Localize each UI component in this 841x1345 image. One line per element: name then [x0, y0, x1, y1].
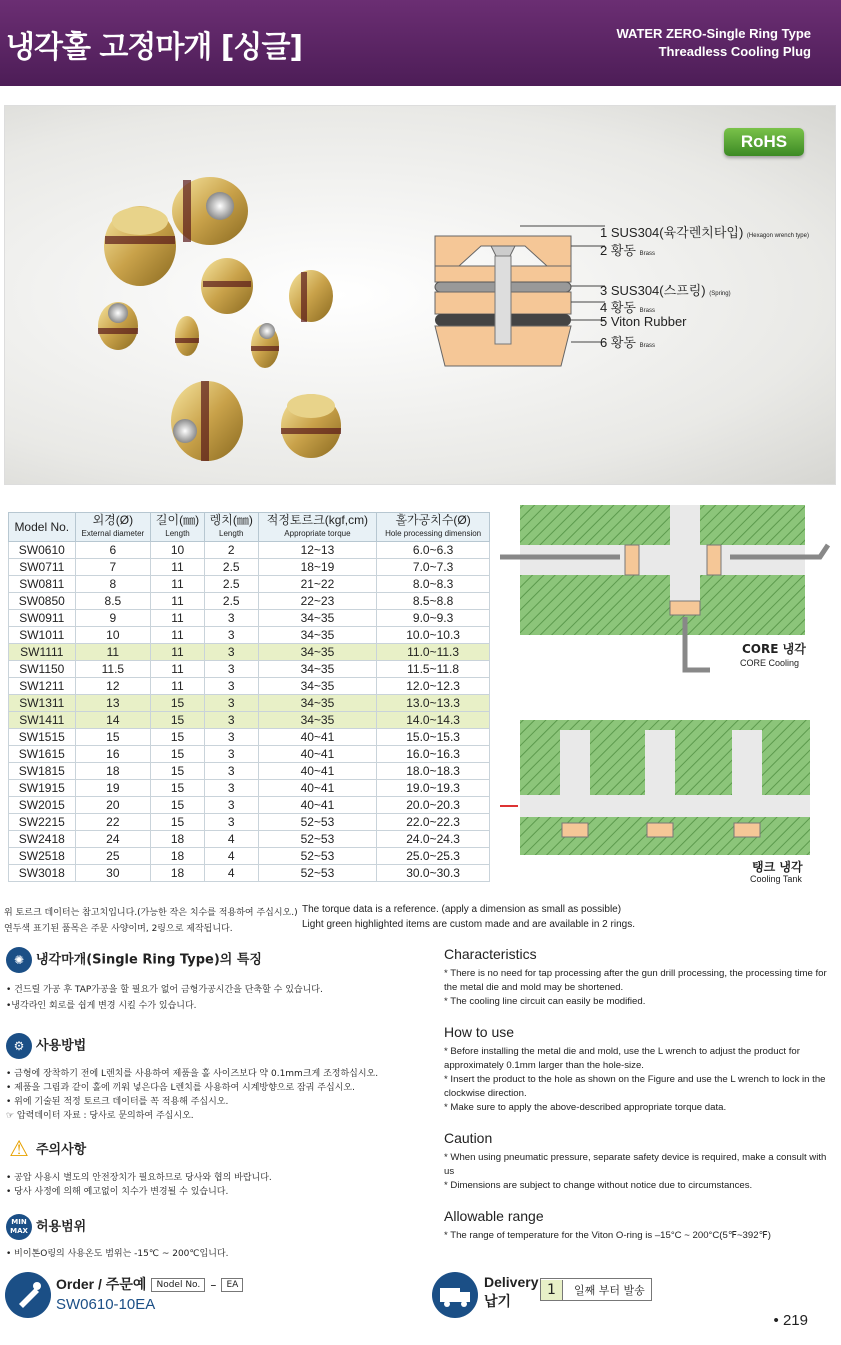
- table-cell-hole: 15.0~15.3: [377, 729, 490, 746]
- table-cell-torque: 18~19: [258, 559, 377, 576]
- table-cell-len: 11: [151, 627, 205, 644]
- table-cell-len: 10: [151, 542, 205, 559]
- order-line: [56, 1274, 243, 1294]
- delivery-text: 일째 부터 발송: [574, 1284, 645, 1297]
- table-cell-od: 6: [75, 542, 151, 559]
- table-cell-len: 15: [151, 695, 205, 712]
- part-number: 4: [600, 300, 608, 315]
- table-cell-model: SW0911: [9, 610, 76, 627]
- table-cell-model: SW0850: [9, 593, 76, 610]
- part-sub: Brass: [639, 343, 655, 349]
- table-cell-torque: 34~35: [258, 695, 377, 712]
- table-cell-len: 11: [151, 610, 205, 627]
- table-cell-wrench: 2: [204, 542, 258, 559]
- table-cell-wrench: 3: [204, 678, 258, 695]
- plug-4: [289, 270, 333, 322]
- part-label-5: [600, 314, 687, 329]
- table-cell-wrench: 3: [204, 695, 258, 712]
- header-length: 길이(㎜) Length: [151, 513, 205, 542]
- how-to-use-item: clockwise direction.: [444, 1088, 527, 1099]
- part-sub: Brass: [639, 251, 655, 257]
- table-cell-model: SW0711: [9, 559, 76, 576]
- table-cell-len: 15: [151, 746, 205, 763]
- table-cell-hole: 6.0~6.3: [377, 542, 490, 559]
- table-cell-model: SW1150: [9, 661, 76, 678]
- usage-item: • 금형에 장착하기 전에 L렌치를 사용하여 제품을 홀 사이즈보다 약 0.1mm크게 조정하십시오.: [6, 1069, 379, 1079]
- table-cell-model: SW1111: [9, 644, 76, 661]
- table-cell-hole: 11.0~11.3: [377, 644, 490, 661]
- note-ko-2: 연두색 표기된 품목은 주문 사양이며, 2링으로 제작됩니다.: [4, 924, 233, 934]
- table-cell-od: 12: [75, 678, 151, 695]
- table-cell-hole: 11.5~11.8: [377, 661, 490, 678]
- header-wrench: 렝치(㎜) Length: [204, 513, 258, 542]
- table-cell-len: 11: [151, 593, 205, 610]
- caution-heading: ⚠ 주의사항: [6, 1137, 86, 1163]
- caution-item-en: us: [444, 1166, 455, 1177]
- part-label-1: [600, 222, 809, 241]
- table-cell-model: SW3018: [9, 865, 76, 882]
- delivery-days: 1: [541, 1280, 563, 1300]
- table-cell-model: SW2015: [9, 797, 76, 814]
- table-cell-wrench: 3: [204, 661, 258, 678]
- table-cell-len: 11: [151, 559, 205, 576]
- table-cell-hole: 22.0~22.3: [377, 814, 490, 831]
- core-cooling-label: CORE 냉각: [742, 642, 806, 656]
- table-cell-torque: 52~53: [258, 848, 377, 865]
- table-body: [9, 542, 490, 882]
- caution-item: • 공압 사용시 별도의 안전장치가 필요하므로 당사와 협의 바랍니다.: [6, 1173, 272, 1183]
- table-cell-len: 18: [151, 865, 205, 882]
- table-cell-wrench: 3: [204, 797, 258, 814]
- plug-9: [281, 394, 341, 458]
- part-label-6: [600, 332, 655, 351]
- cooling-diagrams: [500, 505, 835, 885]
- table-cell-torque: 40~41: [258, 729, 377, 746]
- part-number: 3: [600, 283, 608, 298]
- table-row: [9, 661, 490, 678]
- delivery-label: Delivery: [484, 1274, 539, 1290]
- table-cell-wrench: 3: [204, 712, 258, 729]
- table-cell-od: 16: [75, 746, 151, 763]
- table-cell-hole: 8.5~8.8: [377, 593, 490, 610]
- cross-section-diagram: [435, 225, 608, 366]
- usage-item: • 위에 기술된 적정 토르크 데이터를 꼭 적용해 주십시오.: [6, 1097, 229, 1107]
- part-label-2: [600, 240, 655, 259]
- table-cell-wrench: 3: [204, 814, 258, 831]
- subtitle-line1: WATER ZERO-Single Ring Type: [616, 26, 811, 41]
- table-cell-len: 15: [151, 780, 205, 797]
- table-cell-hole: 12.0~12.3: [377, 678, 490, 695]
- characteristics-item: the metal die and mold may be shortened.: [444, 982, 624, 993]
- range-item: • 비이톤O링의 사용온도 범위는 -15℃ ~ 200℃입니다.: [6, 1249, 229, 1259]
- table-cell-model: SW1815: [9, 763, 76, 780]
- plug-5: [98, 302, 138, 350]
- table-header-row: [9, 513, 490, 542]
- warning-icon: ⚠: [9, 1137, 29, 1162]
- table-cell-len: 11: [151, 576, 205, 593]
- table-row: [9, 865, 490, 882]
- page-number: • 219: [773, 1312, 808, 1329]
- table-cell-torque: 40~41: [258, 797, 377, 814]
- table-cell-model: SW2418: [9, 831, 76, 848]
- usage-item: • 제품을 그림과 같이 홀에 끼워 넣은다음 L렌치를 사용하여 시계방향으로 잠궈 주십시오.: [6, 1083, 355, 1093]
- caution-item-en: * Dimensions are subject to change without notice due to circumstances.: [444, 1180, 753, 1191]
- table-cell-od: 11.5: [75, 661, 151, 678]
- table-cell-wrench: 3: [204, 644, 258, 661]
- table-cell-od: 25: [75, 848, 151, 865]
- table-cell-torque: 52~53: [258, 831, 377, 848]
- table-cell-torque: 12~13: [258, 542, 377, 559]
- table-cell-model: SW1311: [9, 695, 76, 712]
- part-sub: (Spring): [709, 291, 731, 297]
- plug-8: [171, 381, 243, 461]
- order-label: Order / 주문예: [56, 1276, 147, 1292]
- table-cell-model: SW1211: [9, 678, 76, 695]
- table-cell-wrench: 3: [204, 729, 258, 746]
- table-row: [9, 763, 490, 780]
- order-qty-box: EA: [221, 1278, 243, 1292]
- table-row: [9, 576, 490, 593]
- table-cell-len: 11: [151, 661, 205, 678]
- part-name: 황동: [610, 243, 636, 258]
- allowable-range-heading: Allowable range: [444, 1208, 544, 1224]
- table-row: [9, 712, 490, 729]
- table-cell-torque: 34~35: [258, 661, 377, 678]
- how-to-use-heading: How to use: [444, 1024, 515, 1040]
- table-cell-od: 19: [75, 780, 151, 797]
- allowable-range-item: * The range of temperature for the Viton O-ring is –15°C ~ 200°C(5℉~392℉): [444, 1230, 771, 1241]
- how-to-use-item: * Before installing the metal die and mold, use the L wrench to adjust the product for: [444, 1046, 800, 1057]
- table-cell-wrench: 2.5: [204, 559, 258, 576]
- table-row: [9, 831, 490, 848]
- screw-icon: ⚙: [6, 1033, 32, 1059]
- table-cell-wrench: 3: [204, 610, 258, 627]
- table-cell-len: 15: [151, 763, 205, 780]
- plug-3: [201, 258, 253, 314]
- usage-item: ☞ 압력데이터 자료 : 당사로 문의하여 주십시오.: [6, 1111, 194, 1121]
- table-row: [9, 797, 490, 814]
- features-heading: ✺ 냉각마개(Single Ring Type)의 특징: [6, 947, 262, 973]
- order-icon: [5, 1272, 51, 1318]
- table-cell-od: 8.5: [75, 593, 151, 610]
- lightbulb-icon: ✺: [6, 947, 32, 973]
- table-cell-hole: 10.0~10.3: [377, 627, 490, 644]
- table-cell-od: 15: [75, 729, 151, 746]
- table-cell-len: 18: [151, 848, 205, 865]
- table-cell-wrench: 3: [204, 780, 258, 797]
- table-cell-wrench: 3: [204, 763, 258, 780]
- table-cell-hole: 24.0~24.3: [377, 831, 490, 848]
- feature-item: • 건드릴 가공 후 TAP가공을 할 필요가 없어 금형가공시간을 단축할 수 있습니다.: [6, 985, 323, 995]
- tank-cooling-label-en: Cooling Tank: [750, 874, 802, 884]
- table-cell-model: SW2518: [9, 848, 76, 865]
- table-cell-od: 14: [75, 712, 151, 729]
- table-cell-od: 18: [75, 763, 151, 780]
- table-cell-model: SW0610: [9, 542, 76, 559]
- range-heading: MIN MAX 허용범위: [6, 1214, 86, 1240]
- table-cell-hole: 25.0~25.3: [377, 848, 490, 865]
- tank-cooling-diagram: [500, 720, 810, 855]
- table-cell-len: 18: [151, 831, 205, 848]
- page-title: 냉각홀 고정마개 [싱글]: [6, 30, 303, 65]
- table-cell-len: 15: [151, 814, 205, 831]
- table-cell-hole: 18.0~18.3: [377, 763, 490, 780]
- order-model-box: Nodel No.: [151, 1278, 205, 1292]
- table-cell-torque: 22~23: [258, 593, 377, 610]
- tank-cooling-label: 탱크 냉각: [752, 860, 803, 874]
- caution-item-en: * When using pneumatic pressure, separate safety device is required, make a consult with: [444, 1152, 827, 1163]
- table-cell-hole: 14.0~14.3: [377, 712, 490, 729]
- part-name: 황동: [610, 300, 636, 315]
- table-cell-od: 20: [75, 797, 151, 814]
- table-cell-wrench: 2.5: [204, 593, 258, 610]
- feature-item: •냉각라인 회로를 쉽게 변경 시킬 수가 있습니다.: [6, 1001, 197, 1011]
- how-to-use-item: * Insert the product to the hole as shown on the Figure and use the L wrench to lock in the: [444, 1074, 826, 1085]
- note-en-1: The torque data is a reference. (apply a dimension as small as possible): [302, 904, 622, 915]
- note-en-2: Light green highlighted items are custom made and are available in 2 rings.: [302, 919, 635, 930]
- plug-6: [175, 316, 199, 356]
- table-cell-torque: 34~35: [258, 712, 377, 729]
- table-row: [9, 695, 490, 712]
- delivery-label-ko: 납기: [484, 1294, 512, 1310]
- table-cell-wrench: 3: [204, 746, 258, 763]
- characteristics-item: * The cooling line circuit can easily be modified.: [444, 996, 646, 1007]
- part-number: 2: [600, 243, 608, 258]
- table-cell-model: SW0811: [9, 576, 76, 593]
- table-cell-torque: 40~41: [258, 763, 377, 780]
- core-cooling-label-en: CORE Cooling: [740, 658, 800, 668]
- subtitle-line2: Threadless Cooling Plug: [658, 44, 811, 59]
- table-cell-model: SW1915: [9, 780, 76, 797]
- table-cell-torque: 40~41: [258, 780, 377, 797]
- spec-table: [8, 512, 490, 882]
- table-cell-model: SW2215: [9, 814, 76, 831]
- truck-icon: [432, 1272, 478, 1318]
- table-cell-torque: 52~53: [258, 865, 377, 882]
- table-row: [9, 848, 490, 865]
- plug-7: [251, 323, 279, 368]
- header-hole: 홀가공치수(Ø) Hole processing dimension: [377, 513, 490, 542]
- table-cell-od: 8: [75, 576, 151, 593]
- table-cell-od: 9: [75, 610, 151, 627]
- table-row: [9, 814, 490, 831]
- order-dash: –: [210, 1278, 217, 1292]
- table-row: [9, 678, 490, 695]
- table-row: [9, 627, 490, 644]
- table-cell-torque: 52~53: [258, 814, 377, 831]
- plug-1: [172, 177, 248, 245]
- table-cell-hole: 9.0~9.3: [377, 610, 490, 627]
- part-sub: Brass: [639, 308, 655, 314]
- table-cell-od: 22: [75, 814, 151, 831]
- table-cell-len: 15: [151, 797, 205, 814]
- table-cell-torque: 34~35: [258, 644, 377, 661]
- part-number: 5: [600, 314, 608, 329]
- table-cell-wrench: 4: [204, 831, 258, 848]
- table-cell-wrench: 4: [204, 848, 258, 865]
- table-row: [9, 559, 490, 576]
- header-od: 외경(Ø) External diameter: [75, 513, 151, 542]
- part-name: 황동: [610, 335, 636, 350]
- table-cell-od: 10: [75, 627, 151, 644]
- table-cell-len: 11: [151, 644, 205, 661]
- table-cell-hole: 8.0~8.3: [377, 576, 490, 593]
- header-torque: 적정토르크(kgf,cm) Appropriate torque: [258, 513, 377, 542]
- part-name: SUS304(스프링): [610, 283, 706, 298]
- table-cell-torque: 34~35: [258, 610, 377, 627]
- table-cell-model: SW1011: [9, 627, 76, 644]
- table-cell-hole: 7.0~7.3: [377, 559, 490, 576]
- plug-2: [104, 206, 176, 286]
- order-example: SW0610-10EA: [56, 1296, 156, 1313]
- table-row: [9, 610, 490, 627]
- table-cell-od: 24: [75, 831, 151, 848]
- table-cell-wrench: 4: [204, 865, 258, 882]
- table-cell-od: 7: [75, 559, 151, 576]
- delivery-box: [540, 1278, 652, 1301]
- table-cell-hole: 19.0~19.3: [377, 780, 490, 797]
- table-cell-model: SW1411: [9, 712, 76, 729]
- table-cell-od: 13: [75, 695, 151, 712]
- table-cell-len: 15: [151, 712, 205, 729]
- page-header: [0, 0, 841, 86]
- table-row: [9, 780, 490, 797]
- table-cell-od: 11: [75, 644, 151, 661]
- how-to-use-item: approximately 0.1mm larger than the hole-size.: [444, 1060, 644, 1071]
- table-row: [9, 593, 490, 610]
- header-model: Model No.: [9, 513, 76, 542]
- table-cell-od: 30: [75, 865, 151, 882]
- min-max-icon: MIN MAX: [6, 1214, 32, 1240]
- table-cell-torque: 34~35: [258, 627, 377, 644]
- rohs-badge: RoHS: [724, 128, 804, 156]
- table-cell-torque: 34~35: [258, 678, 377, 695]
- note-ko-1: 위 토르크 데이터는 참고치입니다.(가능한 작은 치수를 적용하여 주십시오.): [4, 908, 298, 918]
- characteristics-item: * There is no need for tap processing after the gun drill processing, the processing time for: [444, 968, 827, 979]
- part-name: Viton Rubber: [610, 314, 687, 329]
- table-cell-hole: 16.0~16.3: [377, 746, 490, 763]
- part-number: 1: [600, 225, 608, 240]
- table-cell-len: 15: [151, 729, 205, 746]
- characteristics-heading: Characteristics: [444, 946, 537, 962]
- table-row: [9, 644, 490, 661]
- how-to-use-item: * Make sure to apply the above-described appropriate torque data.: [444, 1102, 727, 1113]
- part-sub: (Hexagon wrench type): [746, 233, 809, 239]
- table-cell-len: 11: [151, 678, 205, 695]
- usage-heading: ⚙ 사용방법: [6, 1033, 86, 1059]
- table-cell-wrench: 2.5: [204, 576, 258, 593]
- caution-heading-en: Caution: [444, 1130, 493, 1146]
- table-cell-model: SW1515: [9, 729, 76, 746]
- table-cell-hole: 30.0~30.3: [377, 865, 490, 882]
- caution-item: • 당사 사정에 의해 예고없이 치수가 변경될 수 있습니다.: [6, 1187, 229, 1197]
- table-cell-hole: 13.0~13.3: [377, 695, 490, 712]
- table-row: [9, 542, 490, 559]
- table-row: [9, 729, 490, 746]
- table-cell-hole: 20.0~20.3: [377, 797, 490, 814]
- table-cell-wrench: 3: [204, 627, 258, 644]
- table-cell-model: SW1615: [9, 746, 76, 763]
- part-name: SUS304(육각렌치타입): [610, 225, 744, 240]
- table-cell-torque: 21~22: [258, 576, 377, 593]
- table-row: [9, 746, 490, 763]
- table-cell-torque: 40~41: [258, 746, 377, 763]
- part-number: 6: [600, 335, 608, 350]
